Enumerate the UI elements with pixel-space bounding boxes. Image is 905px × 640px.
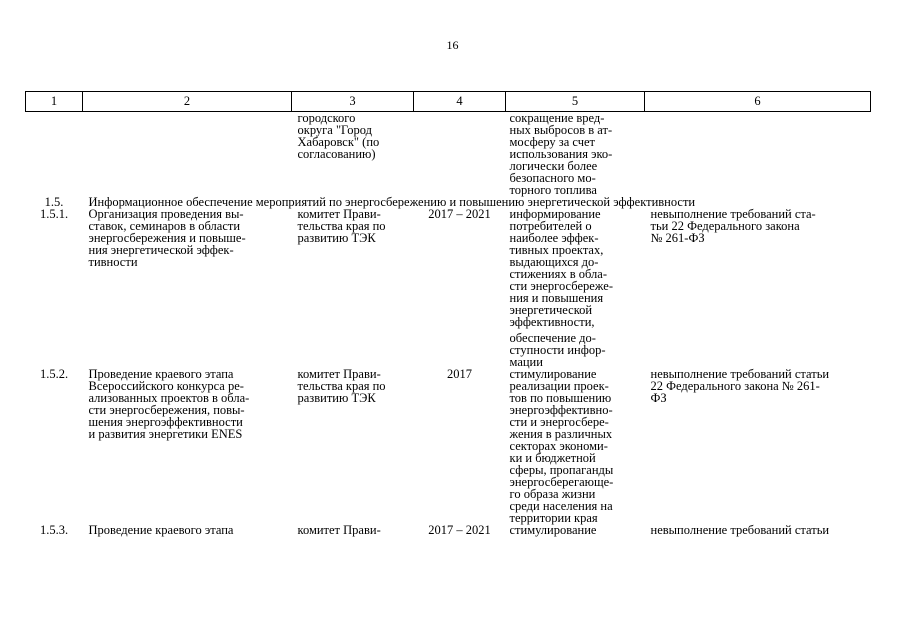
- row-result: стимулирование реализации проек- тов по повышению энергоэффективно- сти и энергосбере- жения в различных секторах экономи- ки и бюджетной сферы, пропаганды энергосберегающе- го образа жизни среди населения на территории края: [509, 367, 614, 525]
- row-number: 1.5.1.: [39, 207, 69, 221]
- row-period: 2017: [447, 367, 472, 381]
- header-col-3: 3: [292, 92, 414, 112]
- header-col-2: 2: [83, 92, 292, 112]
- row-period: 2017 – 2021: [428, 207, 491, 221]
- row-executor: комитет Прави- тельства края по развитию ТЭК: [297, 207, 386, 245]
- row-name: Проведение краевого этапа: [88, 523, 234, 537]
- row-number: 1.5.2.: [39, 367, 69, 381]
- section-title: Информационное обеспечение мероприятий по энергосбережению и повышению энергетической эффективности: [88, 195, 696, 209]
- continuation-result: сокращение вред- ных выбросов в ат- мосферу за счет использования эко- логически более безопасного мо- торного топлива: [509, 111, 613, 197]
- header-col-6: 6: [645, 92, 871, 112]
- row-consequence: невыполнение требований статьи 22 Федерального закона № 261- ФЗ: [650, 367, 830, 405]
- header-col-4: 4: [414, 92, 506, 112]
- row-consequence: невыполнение требований ста- тьи 22 Федерального закона № 261-ФЗ: [650, 207, 816, 245]
- table-row: [26, 524, 871, 536]
- row-result-extra: обеспечение до- ступности инфор- мации: [509, 331, 606, 369]
- row-executor: комитет Прави- тельства края по развитию ТЭК: [297, 367, 386, 405]
- table-row: [26, 208, 871, 368]
- measures-table: [25, 91, 871, 536]
- header-col-5: 5: [506, 92, 645, 112]
- row-executor: комитет Прави-: [297, 523, 381, 537]
- row-name: Проведение краевого этапа Всероссийского конкурса ре- ализованных проектов в обла- сти энергосбережения, повы- шения энергоэффективности и развития энергетики ENES: [88, 367, 250, 441]
- row-name: Организация проведения вы- ставок, семинаров в области энергосбережения и повыше- ния энергетической эффек- тивности: [88, 207, 246, 269]
- row-consequence: невыполнение требований статьи: [650, 523, 830, 537]
- header-col-1: 1: [26, 92, 83, 112]
- continuation-row: [26, 112, 871, 197]
- row-period: 2017 – 2021: [428, 523, 491, 537]
- header-row: [26, 92, 871, 112]
- row-result: информирование потребителей о наиболее эффек- тивных проектах, выдающихся до- стижениях в обла- сти энергосбереже- ния и повышения энергетической эффективности,: [509, 207, 613, 329]
- table-row: [26, 368, 871, 524]
- section-number: 1.5.: [44, 195, 64, 209]
- row-number: 1.5.3.: [39, 523, 69, 537]
- continuation-executor: городского округа "Город Хабаровск" (по согласованию): [297, 111, 380, 161]
- page-number: 16: [446, 38, 459, 52]
- row-result: стимулирование: [509, 523, 597, 537]
